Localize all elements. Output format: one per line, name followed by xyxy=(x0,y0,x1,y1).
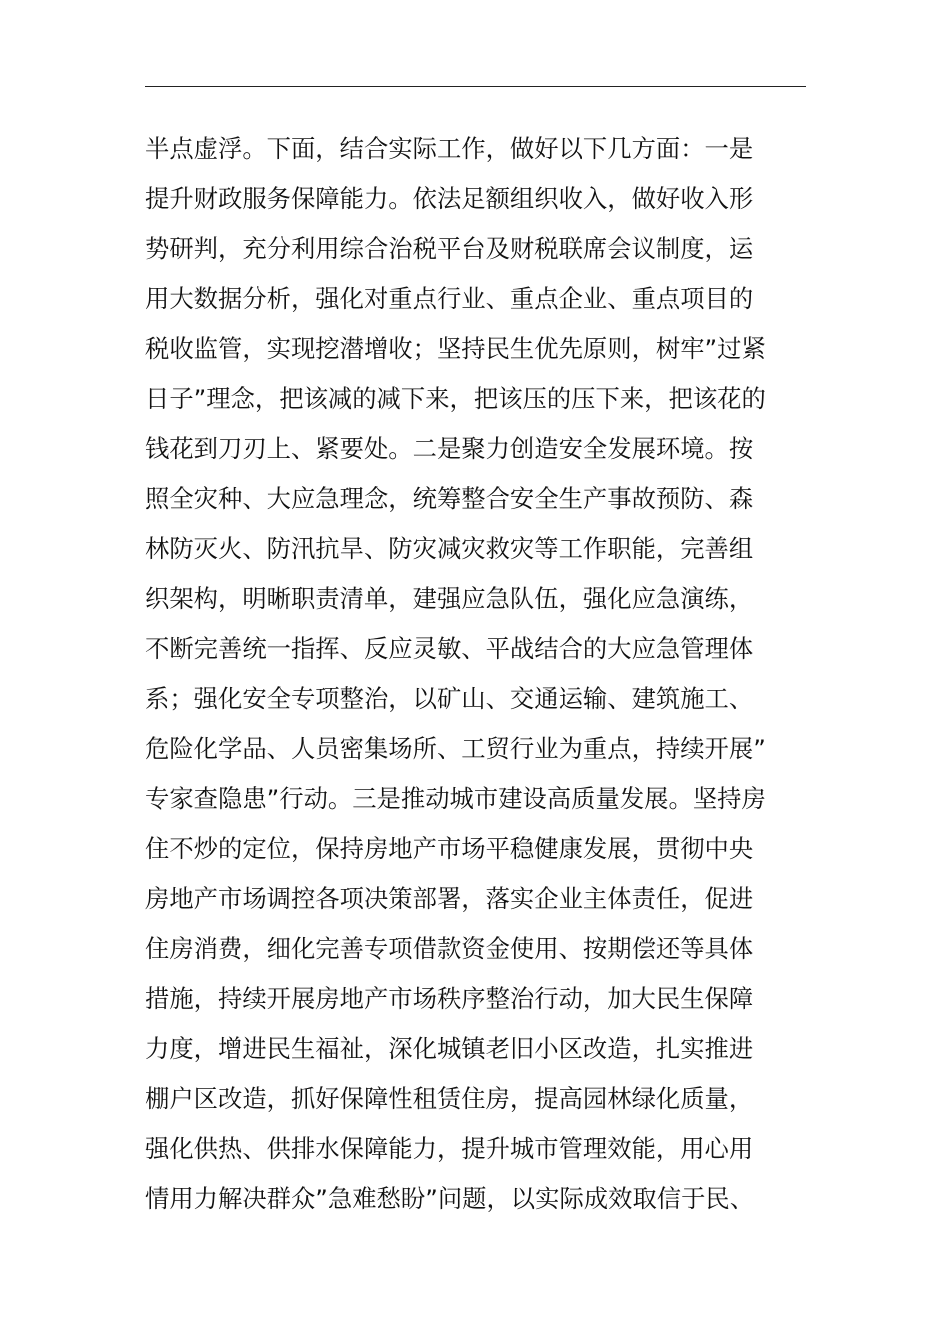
text-line-6: 日子”理念，把该减的减下来，把该压的压下来，把该花的 xyxy=(145,384,766,413)
text-line-4: 用大数据分析，强化对重点行业、重点企业、重点项目的 xyxy=(145,284,754,313)
text-line-9: 林防灭火、防汛抗旱、防灾减灾救灾等工作职能，完善组 xyxy=(145,534,754,563)
text-line-19: 力度，增进民生福祉，深化城镇老旧小区改造，扎实推进 xyxy=(145,1034,754,1063)
text-line-7: 钱花到刀刃上、紧要处。二是聚力创造安全发展环境。按 xyxy=(145,434,754,463)
text-line-16: 房地产市场调控各项决策部署，落实企业主体责任，促进 xyxy=(145,884,754,913)
text-line-21: 强化供热、供排水保障能力，提升城市管理效能，用心用 xyxy=(145,1134,754,1163)
text-line-3: 势研判，充分利用综合治税平台及财税联席会议制度，运 xyxy=(145,234,754,263)
header-rule xyxy=(145,86,806,87)
text-line-1: 半点虚浮。下面，结合实际工作，做好以下几方面：一是 xyxy=(145,134,754,163)
text-line-13: 危险化学品、人员密集场所、工贸行业为重点，持续开展” xyxy=(145,734,766,763)
text-line-14: 专家查隐患”行动。三是推动城市建设高质量发展。坚持房 xyxy=(145,784,766,813)
text-line-22: 情用力解决群众”急难愁盼”问题，以实际成效取信于民、 xyxy=(145,1184,755,1213)
text-line-10: 织架构，明晰职责清单，建强应急队伍，强化应急演练， xyxy=(145,584,754,613)
text-line-8: 照全灾种、大应急理念，统筹整合安全生产事故预防、森 xyxy=(145,484,754,513)
text-line-5: 税收监管，实现挖潜增收；坚持民生优先原则，树牢”过紧 xyxy=(145,334,766,363)
text-line-15: 住不炒的定位，保持房地产市场平稳健康发展，贯彻中央 xyxy=(145,834,754,863)
text-line-11: 不断完善统一指挥、反应灵敏、平战结合的大应急管理体 xyxy=(145,634,754,663)
text-line-20: 棚户区改造，抓好保障性租赁住房，提高园林绿化质量， xyxy=(145,1084,754,1113)
text-line-18: 措施，持续开展房地产市场秩序整治行动，加大民生保障 xyxy=(145,984,754,1013)
text-line-2: 提升财政服务保障能力。依法足额组织收入，做好收入形 xyxy=(145,184,754,213)
text-line-17: 住房消费，细化完善专项借款资金使用、按期偿还等具体 xyxy=(145,934,754,963)
text-line-12: 系；强化安全专项整治，以矿山、交通运输、建筑施工、 xyxy=(145,684,754,713)
body-text xyxy=(145,124,825,1224)
